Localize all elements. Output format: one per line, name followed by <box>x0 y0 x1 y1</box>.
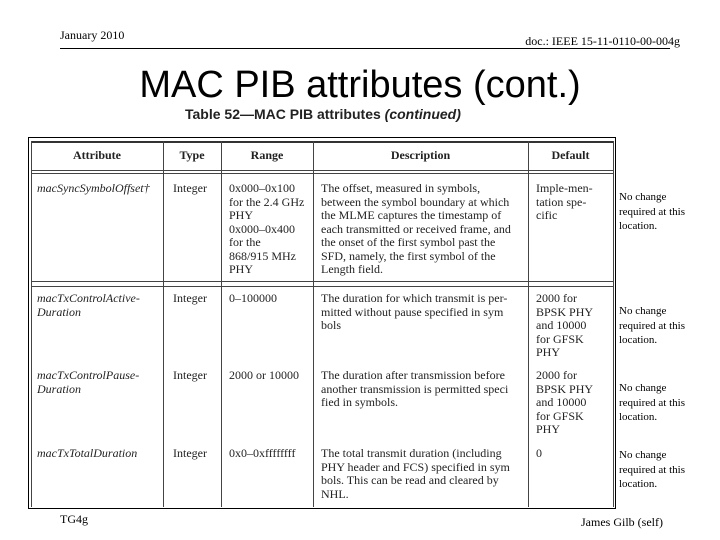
cell-attribute: macTxTotalDuration <box>37 446 138 460</box>
cell-type: Integer <box>173 181 207 195</box>
table-col-rule <box>613 141 614 507</box>
cell-default: Imple-men- tation spe- cific <box>536 181 593 222</box>
cell-range: 0x0–0xffffffff <box>229 446 296 460</box>
side-note: No change required at this location. <box>619 191 685 232</box>
cell-range: 0x000–0x100 for the 2.4 GHz PHY 0x000–0x400 for the 868/915 MHz PHY <box>229 181 305 276</box>
table-col-rule <box>528 141 529 507</box>
cell-default: 0 <box>536 446 542 460</box>
cell-description: The total transmit duration (including PHY header and FCS) specified in sym bols. This can be read and cleared by NHL. <box>321 446 510 501</box>
table-row-rule <box>31 281 613 282</box>
cell-range: 2000 or 10000 <box>229 368 299 382</box>
table-row-rule-2 <box>31 286 613 287</box>
header-rule <box>60 48 670 49</box>
cell-description: The duration after transmission before another transmission is permitted speci fied in symbols. <box>321 368 509 409</box>
header-doc-id: doc.: IEEE 15-11-0110-00-004g <box>525 34 680 48</box>
table-caption-main: Table 52—MAC PIB attributes <box>185 106 381 122</box>
cell-default: 2000 for BPSK PHY and 10000 for GFSK PHY <box>536 291 594 359</box>
slide-title: MAC PIB attributes (cont.) <box>139 64 581 106</box>
header-date: January 2010 <box>60 28 125 42</box>
table-col-rule <box>313 141 314 507</box>
cell-description: The duration for which transmit is per- mitted without pause specified in sym bols <box>321 291 508 332</box>
col-header-type: Type <box>179 148 205 162</box>
cell-default: 2000 for BPSK PHY and 10000 for GFSK PHY <box>536 368 594 436</box>
cell-type: Integer <box>173 291 207 305</box>
cell-attribute: macTxControlPause- Duration <box>37 368 140 396</box>
col-header-attribute: Attribute <box>73 148 121 162</box>
cell-attribute: macSyncSymbolOffset† <box>37 181 150 195</box>
footer-left: TG4g <box>60 512 88 526</box>
side-note: No change required at this location. <box>619 305 685 346</box>
table-top-rule <box>31 141 613 143</box>
table-caption <box>185 106 461 122</box>
col-header-range: Range <box>250 148 284 162</box>
col-header-description: Description <box>390 148 451 162</box>
table-col-rule <box>163 141 164 507</box>
table-header-rule <box>31 170 613 171</box>
table-col-rule <box>31 141 32 507</box>
table-caption-continued: (continued) <box>384 106 461 122</box>
cell-description: The offset, measured in symbols, between the symbol boundary at which the MLME captures the timestamp of each transmitted or received frame, and the onset of the first symbol past the SFD, namely, the first symbol of the Length field. <box>321 181 511 276</box>
col-header-default: Default <box>551 148 590 162</box>
cell-type: Integer <box>173 446 207 460</box>
cell-range: 0–100000 <box>229 291 277 305</box>
footer-right: James Gilb (self) <box>581 515 663 529</box>
cell-attribute: macTxControlActive- Duration <box>37 291 140 319</box>
table-col-rule <box>221 141 222 507</box>
table-header-rule-2 <box>31 173 613 174</box>
side-note: No change required at this location. <box>619 382 685 423</box>
side-note: No change required at this location. <box>619 449 685 490</box>
cell-type: Integer <box>173 368 207 382</box>
